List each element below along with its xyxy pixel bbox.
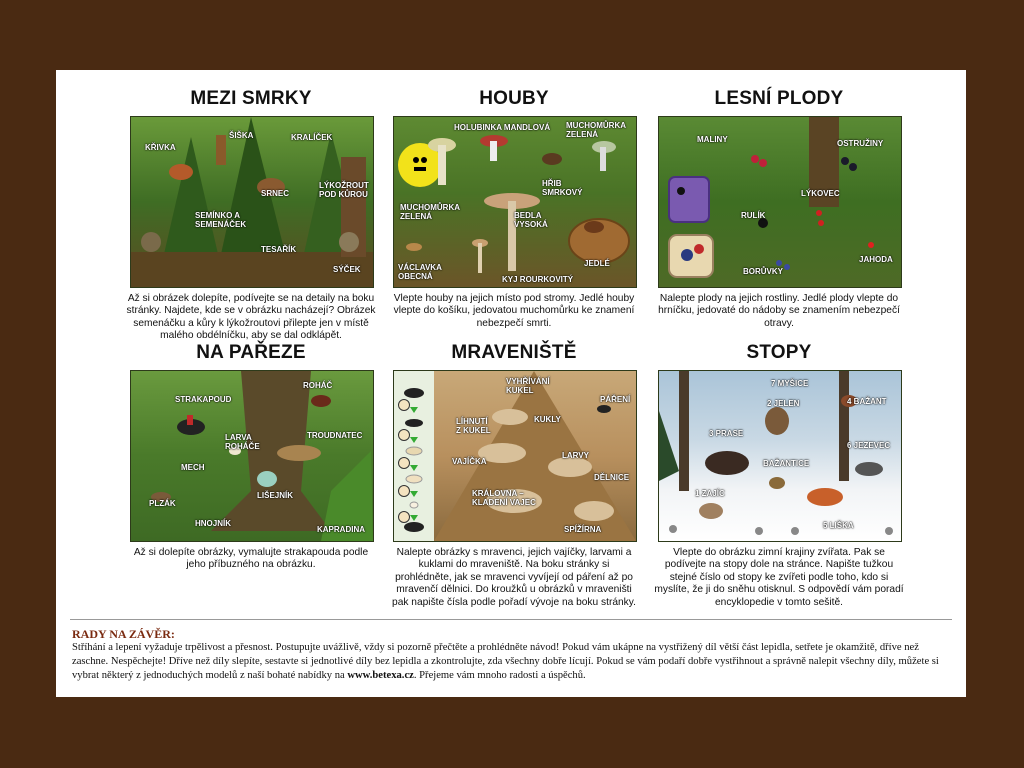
berries-illustration xyxy=(658,116,902,288)
label-bazantice: BAŽANTICE xyxy=(763,459,810,468)
panel-lesni-plody xyxy=(654,88,904,348)
label-lihnuti: LÍHNUTÍ Z KUKEL xyxy=(456,417,491,435)
arrow-down-icon xyxy=(410,491,418,497)
panel-title: NA PAŘEZE xyxy=(196,342,306,363)
label-kralicek: KRALÍČEK xyxy=(291,133,333,142)
label-bazant: 4 BAŽANT xyxy=(847,397,887,406)
label-jezevec: 6 JEZEVEC xyxy=(847,441,891,450)
label-muchomurka-top: MUCHOMŮRKA ZELENÁ xyxy=(566,121,626,139)
label-boruvky: BORŮVKY xyxy=(743,267,784,276)
label-lykozrout: LÝKOŽROUT POD KŮROU xyxy=(319,181,369,199)
label-lykovec: LÝKOVEC xyxy=(801,189,840,198)
label-muchomurka-left: MUCHOMŮRKA ZELENÁ xyxy=(400,203,460,221)
panel-mraveniste xyxy=(389,342,639,608)
panel-title: MRAVENIŠTĚ xyxy=(451,342,577,363)
label-rulik: RULÍK xyxy=(741,211,766,220)
label-ostruziny: OSTRUŽINY xyxy=(837,139,884,148)
label-srnec: SRNEC xyxy=(261,189,290,198)
label-strakapoud: STRAKAPOUD xyxy=(175,395,232,404)
label-mysice: 7 MYŠICE xyxy=(771,379,809,388)
stump-illustration xyxy=(130,370,374,542)
label-bedla: BEDLA VYSOKÁ xyxy=(514,211,548,229)
label-larva-rohace: LARVA ROHÁČE xyxy=(225,433,260,451)
label-kukly: KUKLY xyxy=(534,415,561,424)
panel-na-pareze xyxy=(126,342,376,602)
panel-title: MEZI SMRKY xyxy=(190,88,312,109)
anthill-illustration xyxy=(393,370,637,542)
label-holubinka: HOLUBINKA MANDLOVÁ xyxy=(454,123,551,132)
label-kyj: KYJ ROURKOVITÝ xyxy=(502,275,574,284)
label-vajicka: VAJÍČKA xyxy=(452,457,487,466)
panel-title: HOUBY xyxy=(479,88,549,109)
label-zajic: 1 ZAJÍC xyxy=(695,489,725,498)
label-siska: ŠIŠKA xyxy=(229,131,254,140)
step-circle-1[interactable] xyxy=(398,399,410,411)
panel-title: STOPY xyxy=(746,342,812,363)
label-seminko: SEMÍNKO A SEMENÁČEK xyxy=(195,211,247,229)
label-larvy: LARVY xyxy=(562,451,589,460)
label-prase: 3 PRASE xyxy=(709,429,744,438)
label-jelen: 2 JELEN xyxy=(767,399,800,408)
arrow-down-icon xyxy=(410,515,418,521)
label-vaclavka: VÁCLAVKA OBECNÁ xyxy=(398,263,442,281)
label-parani: PÁŘENÍ xyxy=(600,395,631,404)
panel-houby xyxy=(389,88,639,348)
arrow-down-icon xyxy=(410,465,418,471)
label-jahoda: JAHODA xyxy=(859,255,893,264)
divider xyxy=(70,619,952,620)
label-vyhrivani: VYHŘÍVÁNÍ KUKEL xyxy=(506,377,550,395)
instruction-sheet xyxy=(56,70,966,697)
label-troudnatec: TROUDNATEC xyxy=(307,431,363,440)
step-circle-4[interactable] xyxy=(398,485,410,497)
label-mech: MECH xyxy=(181,463,205,472)
label-rohac: ROHÁČ xyxy=(303,381,333,390)
panel-description: Až si obrázek dolepíte, podívejte se na detaily na boku stránky. Najdete, kde se v obrázku nacházejí? Obrázek semenáčku a kůry k lýkožroutovi přilepte jen v místě malého obdélníčku, aby se dal odklápět. xyxy=(126,293,376,342)
tips-text-before: Stříhání a lepení vyžaduje trpělivost a přesnost. Postupujte uvážlivě, vždy si pozorně přečtěte a prohlédněte návod! Pokud vám ukápne na vystřižený díl větší část lepidla, setřete je okamžitě, dříve než zaschne. Nespěchejte! Dříve než díly slepíte, sestavte si jednotlivé díly bez lepidla a zkontrolujte, zda všechny dobře lícují. Pokud se vám podaří dobře vystřihnout a správně nalepit všechny díly, můžete si vybrat některý z jednoduchých modelů z naší bohaté nabídky na xyxy=(72,642,939,681)
label-jedle: JEDLÉ xyxy=(584,259,610,268)
label-kralovna: KRÁLOVNA – KLADENÍ VAJEC xyxy=(472,489,536,507)
arrow-down-icon xyxy=(410,437,418,443)
mushrooms-illustration xyxy=(393,116,637,288)
tips-text-after: . Přejeme vám mnoho radosti a úspěchů. xyxy=(413,670,586,681)
label-spizirna: SPÍŽÍRNA xyxy=(564,525,602,534)
panel-stopy xyxy=(654,342,904,608)
tips-heading: RADY NA ZÁVĚR: xyxy=(72,627,175,641)
forest-spruce-illustration xyxy=(130,116,374,288)
label-kapradina: KAPRADINA xyxy=(317,525,365,534)
step-circle-2[interactable] xyxy=(398,429,410,441)
label-hnojnik: HNOJNÍK xyxy=(195,519,232,528)
label-plzak: PLZÁK xyxy=(149,499,176,508)
label-liska: 5 LIŠKA xyxy=(823,521,854,530)
label-maliny: MALINY xyxy=(697,135,728,144)
label-lisejnik: LIŠEJNÍK xyxy=(257,491,294,500)
label-sycek: SÝČEK xyxy=(333,265,361,274)
stump-scene-art xyxy=(131,371,373,541)
winter-tracks-illustration xyxy=(658,370,902,542)
panel-description: Až si dolepíte obrázky, vymalujte strakapouda podle jeho příbuzného na obrázku. xyxy=(133,547,369,571)
step-circle-5[interactable] xyxy=(398,511,410,523)
betexa-link[interactable]: www.betexa.cz xyxy=(347,670,414,681)
label-tesarik: TESAŘÍK xyxy=(261,245,297,254)
arrow-down-icon xyxy=(410,407,418,413)
panel-title: LESNÍ PLODY xyxy=(714,88,844,109)
step-circle-3[interactable] xyxy=(398,457,410,469)
label-delnice: DĚLNICE xyxy=(594,473,630,482)
panel-description: Vlepte houby na jejich místo pod stromy. Jedlé houby vlepte do košíku, jedovatou muchomůrku ke znamení nebezpečí smrti. xyxy=(393,293,635,329)
panel-description: Nalepte plody na jejich rostliny. Jedlé plody vlepte do hrníčku, jedovaté do nádoby se znamením nebezpečí otravy. xyxy=(658,293,900,329)
tips-text xyxy=(72,641,952,683)
panel-mezi-smrky xyxy=(126,88,376,348)
label-krivka: KŘIVKA xyxy=(145,143,176,152)
label-hrib: HŘIB SMRKOVÝ xyxy=(542,179,583,197)
panel-description: Vlepte do obrázku zimní krajiny zvířata. Pak se podívejte na stopy dole na stránce. Napište tužkou stejné číslo od stopy ke zvířeti podle toho, kdo si myslíte, že ji do sněhu otisknul. S odpovědí vám poradí encyklopedie v tomto sešitě. xyxy=(654,547,904,608)
panel-description: Nalepte obrázky s mravenci, jejich vajíčky, larvami a kuklami do mraveniště. Na boku stránky si prohlédněte, jak se mravenci vyvíjejí od páření až po mravenčí dělnici. Do kroužků u obrázků v mraveništi pak napište čísla podle pořadí vývoje na boku stránky. xyxy=(392,547,636,608)
